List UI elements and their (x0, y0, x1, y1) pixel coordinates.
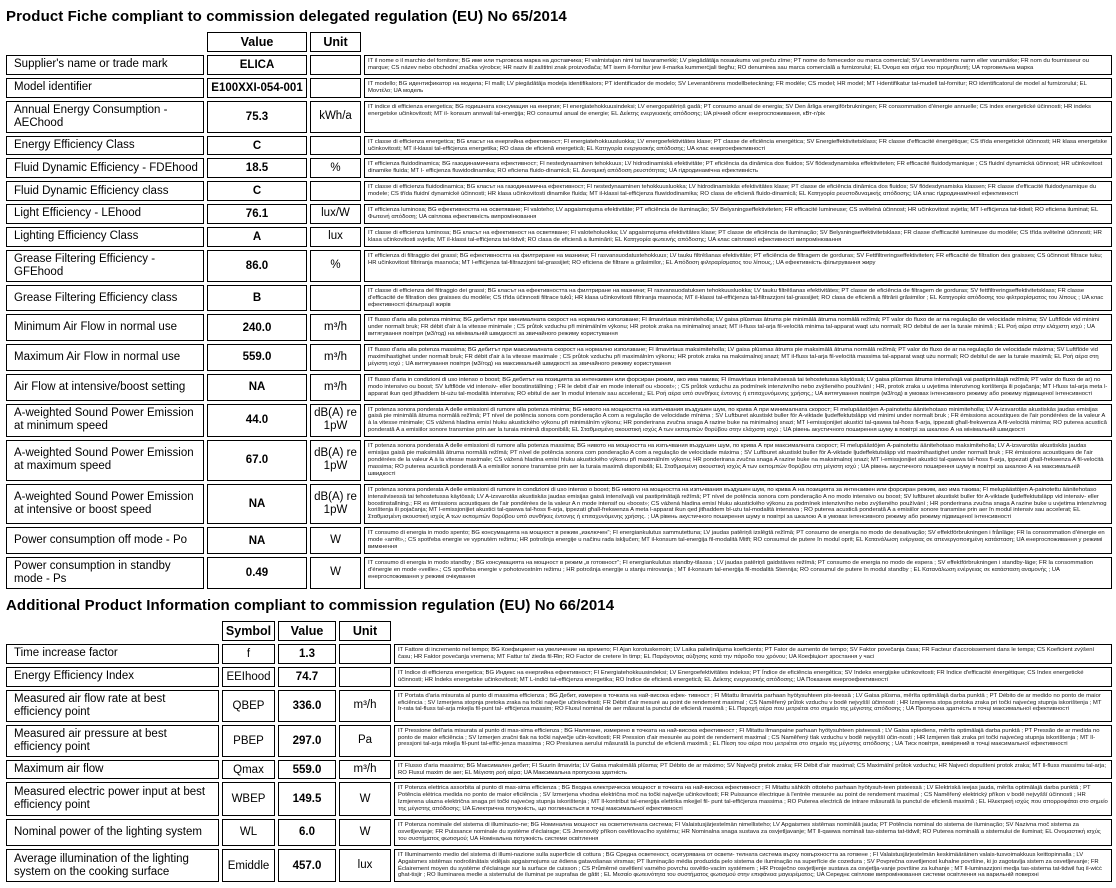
row-label: Time increase factor (6, 644, 219, 664)
row-unit: % (310, 250, 361, 282)
row-description: IT efficienza di filtraggio dei grassi; BG ефективността на филтриране на мазнини; FI rasvansuodatustehokkuus; LV tauku filtrēšanas efektivitāte; PT eficiência de filtragem de gorduras; SV Fettfiltreringseffektiviteten; FR efficacité de filtration des graisses; CS účinnost filtrace tuku; HR učinkovitost filtriranja masnoća; MT l-effiċjenza tal-filtrazzjoni tal-grassijiet; RO eficiena de filtrare a grăsimilor,; EL Απόδοση φιλτραρίσματος του λίπους,; UA ефективність фільтрування жиру (364, 250, 1112, 282)
row-value: 67.0 (207, 440, 307, 481)
row-value: E100XXI-054-001 (207, 78, 307, 98)
row-description: IT flusso d'aria alla potenza minima; BG дебитът при минималната скорост на нормално използване; FI ilmavirtaus minimiteholla; LV gaisa plūsmas ātrums pie minimālā ātruma normālā režīmā; PT valor do fluxo de ar na regulação de velocidade mínima; SV Luftflöde vid minimi under normalt bruk; FR débit d'air à la vitesse minimale ; CS průtok vzduchu při minimálním výkonu; HR protok zraka na minimalnoj snazi; MT il-fluss tal-arja fil-veloċità minima tal-apparat waqt użu normali; RO debitul de aer la turaie minimă ; EL Ροή αέρα στην ελάχιστη ισχύ ; UA витягування повітря (м3/год) на мінімальній швидкості за звичайного режиму користування (364, 314, 1112, 341)
row-label: Model identifier (6, 78, 204, 98)
row-unit: m³/h (339, 690, 391, 722)
row-unit (310, 78, 361, 98)
row-unit: m³/h (339, 760, 391, 780)
row-description: IT classe di efficienza del filtraggio dei grassi; BG класът на ефективността на филтриране на мазнини; FI rasvansuodatuksen tehokkuusluokka; LV tauku filtrēšanas efektivitātes; PT classe de eficiência de filtragem de gorduras; SV fettfiltreringseffektivitetsklass; FR classe d'efficacité de filtration des graisses du modèle; CS třída účinnosti filtrace tuků; HR klasa učinkovitosti filtriranja masnoća; MT il-klassi tal-effiċjenza tal-filtrazzjoni tal-grassijiet; RO clasa de eficienă a filtrării grăsimilor ; EL Κατηγορία απόδοσης του φιλτραρίσματος του λίπους ; UA клас ефективності фільтрації жирів (364, 285, 1112, 312)
row-value: NA (207, 527, 307, 554)
row-description: IT Fattore di incremento nel tempo; BG Коефициент на увеличение на времето; FI Ajan korotuskerroin; LV Laika palielinājuma koeficients; PT Fator de aumento de tempo; SV Faktor povečanja časa; FR Facteur d'accroissement dans le temps; CS Koeficient zvýšení času; HR Faktor povećanja vremena; MT Fattur ta' żieda fil-Ħin; RO Factor de cretere în timp; EL Παράγοντας αύξησης κατά την πάροδο του χρόνου; UA Коефіцієнт зростання у часі (394, 644, 1112, 664)
additional-info-table (6, 621, 1112, 882)
row-description: IT indice di efficienza energetica; BG годишната консумация на енергия; FI energiatehokkuusindeksi; LV energopatēriņš gadā; PT consumo anual de energia; SV Den årliga energiförbrukningen; FR consommation d'énergie annuelle; CS index energetické účinnosti; HR indeks energetske učinkovitosti; MT il- konsum annwali tal-enerġija; RO consumul anual de energie; EL Δείκτης ενεργειακής απόδοσης; UA річний обсяг енергоспоживання, кВт-г/рік (364, 101, 1112, 133)
row-value: 6.0 (278, 819, 336, 846)
row-label: Power consumption in standby mode - Ps (6, 557, 204, 589)
row-unit (310, 181, 361, 201)
row-description: IT potenza sonora ponderata A delle emissioni di rumore in condizioni di uso intenso o boost; BG нивото на мощността на изпъчвания въздушен шум, по крива А на позицията за интензивен или форсиран режим, ако има такива; FI melupäästöjen A-painotettu äänitehotaso intensiivisessä tai tehostetussa käytössä; LV A-izsvarotās akustiskās jaudas emisijas gaisā intensīvajā vai pastiprinātajā režīmā; PT nível de potência sonora com ponderação A no modo intensivo ou boost; SV luftburet akustiskt buller för A-viktade ljudeffektutsläpp vid intensiv- eller boostinstallning.; FR es émissions acoustiques de l'air pondérées de la valeur A n mode intensif ou «boost»; CS vážená hladina emisí hluku akustického výkonu za podmínek intenzivního nebo zvýšeného používání ; HR ponderirana zvučna snaga A razine buke u uvjetima intenzivnog korištenja ili pojačanja; MT l-emissjonijiet akustiċi tal-qawwa tal-ħoss fl-arja, ippezati għall-frekwenza A meta l-apparat ikun qed jitħaddem bl-użu tal-modalità intensiva ; RO puterea acustică ponderată A a emisiilor sonore transmise prin aer în modul intensiv sau accelerat; EL Σταθμισμένη ακουστική ισχύς Α των εκπομπών θορύβου υπό συνθήκες έντονης ή επιταχυνόμενης χρήσης. ; UA рівень акустичного поширення шуму в повітрі за шкалою А в умовах інтенсивного режиму або режиму підвищеної інтенсивності (364, 484, 1112, 525)
row-unit: lux (339, 849, 391, 883)
row-label: Lighting Efficiency Class (6, 227, 204, 247)
row-description: IT il nome o il marchio del fornitore; BG име или търговска марка на доставчика; FI valmistajan nimi tai tavaramerkki; LV piegādātāja nosaukums vai preču zīme; PT nome do fornecedor ou marca comercial; SV Leverantörens namn eller varumärke; FR nom du fournisseur ou marque; CS název nebo obchodní značka výrobce; HR naziv ili zaštitni znak proizvođača; MT isem il-fornitur jew il-marka kummerċjali tiegħu; RO denumirea sau marca comercială a furnizorului; EL Όνομα και σήμα του προμηθευτή; UA торговельна марка (364, 55, 1112, 75)
row-unit: lux/W (310, 204, 361, 224)
row-label: Energy Efficiency Class (6, 136, 204, 156)
row-value: 0.49 (207, 557, 307, 589)
row-symbol: WL (222, 819, 275, 846)
row-description: IT Potenza nominale del sistema di illuminazio-ne; BG Номинална мощност на осветителната система; FI Valaistusjärjestelmän nimellisteho; LV Apgaismes sistēmas nominālā jauda; PT Potência nominal do sistema de iluminação; SV Nazivna moč sistema za osvetljevanje; FR Puissance nominale du système d'éclairage; CS Jmenovitý příkon osvětlovacího systému; HR Nominalna snaga sustava za osvjetljavanje; MT Il-qawwa nominali tas-sistema tat-tidwil; RO Puterea nominală a sistemului de iluminat; EL Ονομαστική ισχύς του συστήματος φωτισμού; UA Номінальна потужність системи освітлення (394, 819, 1112, 846)
row-description: IT classe di efficienza energetica; BG класът на енергийна ефективност; FI energiatehokkuusluokka; LV energoefektivitātes klase; PT classe de eficiência energética; SV Energieffektivitetsklass; FR classe d'efficacité énergétique; CS třída energetické účinnosti; HR klasa energetske učinkovitosti; MT il-klassi tal-effiċjenza energetika; RO clasa de eficienă energetică; EL Κατηγορία ενεργειακής απόδοσης; UA клас енергоефективності (364, 136, 1112, 156)
fiche-title-65-2014: Product Fiche compliant to commission delegated regulation (EU) No 65/2014 (6, 8, 567, 25)
row-label: Light Efficiency - LEhood (6, 204, 204, 224)
row-label: Measured air pressure at best efficiency point (6, 725, 219, 757)
row-value: 76.1 (207, 204, 307, 224)
row-unit (339, 667, 391, 687)
row-description: IT efficienza fluidodinamica; BG газодинамичната ефективност; FI nestedynaaminen tehokkuus; LV hidrodinamiskā efektivitāte; PT eficiência da dinâmica dos fluidos; SV flödesdynamiska effektiviteten; FR efficacité fluidodymanique ; CS fluidní dynamická účinnost; HR učinkovitost dinamike fluida; MT I- efficjenza fluwidodinamika; RO eficiena fluido-dinamică; EL Δυναμική απόδοση ρευστότητας; UA гідродинамічна ефективність (364, 158, 1112, 178)
row-unit: Pa (339, 725, 391, 757)
row-unit: m³/h (310, 314, 361, 341)
row-label: Maximum Air Flow in normal use (6, 344, 204, 371)
row-unit: W (310, 527, 361, 554)
row-label: Average illumination of the lighting system on the cooking surface (6, 849, 219, 883)
value-column-header: Value (278, 621, 336, 641)
row-label: A-weighted Sound Power Emission at intensive or boost speed (6, 484, 204, 525)
row-value: 559.0 (207, 344, 307, 371)
product-fiche-table (6, 32, 1112, 589)
row-value: 149.5 (278, 782, 336, 816)
row-value: 559.0 (278, 760, 336, 780)
row-label: A-weighted Sound Power Emission at maximum speed (6, 440, 204, 481)
row-label: Nominal power of the lighting system (6, 819, 219, 846)
row-unit (310, 136, 361, 156)
row-unit (310, 285, 361, 312)
row-unit (310, 55, 361, 75)
row-unit: % (310, 158, 361, 178)
row-unit: m³/h (310, 344, 361, 371)
header-spacer-left (6, 32, 204, 52)
row-label: Supplier's name or trade mark (6, 55, 204, 75)
row-label: Grease Filtering Efficiency class (6, 285, 204, 312)
row-value: 336.0 (278, 690, 336, 722)
unit-column-header: Unit (339, 621, 391, 641)
row-symbol: PBEP (222, 725, 275, 757)
row-description: IT flusso d'aria alla potenza massima; BG дебитът при максималната скорост на нормално използване; FI ilmavirtaus maksimiteholla; LV gaisa plūsmas ātrums pie maksimālā ātruma normālā režīmā; PT valor do fluxo de ar na regulação de velocidade máxima; SV Luftflöde vid maximihastighet under normalt bruk; FR débit d'air à la vitesse maximale ; CS průtok vzduchu při maximálním výkonu; HR protok zraka na maksimalnoj snazi; MT il-fluss tal-arja fil-veloċità massima tal-apparat waqt użu normali; RO debitul de aer la turaie maximă; EL Ροή αέρα στη μέγιστη ισχύ ; UA витягування повітря (м3/год) на максимальній швидкості за звичайного режиму користування (364, 344, 1112, 371)
row-value: 240.0 (207, 314, 307, 341)
row-unit: W (310, 557, 361, 589)
row-description: IT potenza sonora ponderata A delle emissioni di rumore alla potenza minima; BG нивото на мощността на изпъчвания въздушен шум, по крива А при минималната скорост; FI melupäästöjen A-painotettu äänitehotaso minimiteholla; LV A-izsvarotās akustiskās jaudas emisijas gaisā pie minimālā ātruma normālā režīmā; PT nível de potência sonora com ponderação A com a regulação de velocidade mínima ; SV Luftburet akustiskt buller för A-viktade ljudeffektutsläpp vid minimi under normalt bruk ; FR émissions acoustiques de l'air pondérées de la valeur A à la vitesse minimale; CS vážená hladina emisí hluku akustického výkonu při minimálním výkonu; HR ponderirana zvučna snaga A razine buke na minimalnoj snazi; MT l-emissjonijiet akustiċi tal-qawwa tal-ħoss fl-arja, ippezati għall-frekwenza A fil-veloċità minima; RO puterea acustică ponderată A a emisiilor sonore transmise prin aer la turaia minimă disponibilă; EL Σταθμισμένη ακουστική ισχύς Α των εκπομπών θορύβου στην ελάχιστη ισχύ ; UA рівень акустичного поширення шуму в повітрі за шкалою А на мінімальній швидкості (364, 404, 1112, 438)
row-label: Maximum air flow (6, 760, 219, 780)
row-unit: dB(A) re 1pW (310, 484, 361, 525)
row-description: IT Indice di efficienza energetica; BG Индекс на енергийна ефективност; FI Energiatehokkuusindeksi; LV Energoefektivitātes indekss; PT Índice de eficiência energética; SV Indeks energijske učinkovitosti; FR Indice d'efficacité énergétique; CS Index energetické účinnosti; HR Indeks energetske učinkovitosti; MT L-indiċi tal-effiċjenza energetika; RO Indice de eficienă energetică; EL Δείκτης ενεργειακής απόδοσης; UA Показник енергоефективності (394, 667, 1112, 687)
row-description: IT Illuminamento medio del sistema di illumi-nazione sulla superficie di cottura ; BG Средна осветеност, осигурявана от освети- телната система върху повърхността за готвене ; FI Valaistusjärjestelmän keskimääräinen valais-tusvoimakkuus keittopinnalla ; LV Apgaismes sistēmas nodrošinātais vidējais apgaismojums uz ēdiena gatavošanas virsmas; PT Iluminação média produzida pelo sistema de iluminação na superfície de cozedura ; SV Povprečna osvetljenost kuhalne površine, ki jo zagotavlja sistem za osvetljevanje; FR Éclairement moyen du système d'éclairage sur la surface de cuisson ; CS Průměrné osvětlení varného povrchu osvětlo-vacím systémem ; HR Prosječno osvjetljenje sustava za osvjetlja-vanje površine za kuhanje ; MT Il-luminazzjoni medja tas-sistema tat-tidwil fuq il-wiċċ għat-tisjir ; RO Iluminarea medie a sistemului de iluminat pe suprafaa de gătit ; EL Μεσαίο φωτεινότητα του συστήματος φωτισμού στην επιφάνεια μαγειρέματος; UA Середнє світлове випромінювання системи освітлення на варильній поверхні (394, 849, 1112, 883)
row-value: 74.7 (278, 667, 336, 687)
row-label: Air Flow at intensive/boost setting (6, 374, 204, 401)
row-description: IT Pressione dell'aria misurata al punto di mas-sima efficienza ; BG Налягане, измерено в точката на най-висока ефективност ; FI Mitattu ilmanpaine parhaan hyötysuhteen pisteessä ; LV Gaisa spiediens, mērīts optimālajā darba punktā ; PT Pressão de ar medida no ponto de maior eficiência ; SV Izmerjen zračni tlak na točki največje učin-kovitosti; FR Pression d'air mesurée au point de rendement maximal ; CS Naměřený tlak vzduchu v bodě nejvyšší účin-nosti ; HR Izmjeren tlak zraka pri točki najvećeg stupnja iskorištenja ; MT Il-pressjoni tal-arja mkejla fil-punt tal-effiċ-jenza massima ; RO Presiunea aerului măsurată la punctul de eficienă maximă ; EL Πίεση του αέρα που μετριέται στο σημείο της μέγιστης απόδοσης ; UA Тиск повітря, виміряний в точці максимальної ефективності (394, 725, 1112, 757)
row-unit: kWh/a (310, 101, 361, 133)
row-description: IT consumo di energia in modo standby ; BG консумацията на мощност в режим „в готовност“; FI energiankulutus standby-tilassa ; LV jaudas patēriņš gaidstāves režīmā; PT consumo de energia no modo de espera ; SV effektförbrukningen i standby-läge; FR la consommation d'énergie en mode «veille».; CS spotřeba energie v pohotovostním režimu ; HR potrošnja energije u stanju mirovanja ; MT il-konsum tal-enerġija fil-modalità Stennija; RO consumul de putere în modul standby ; EL Κατανάλωση ενέργειας σε κατάσταση αναμονής ; UA енергоспоживання у режимі очікування (364, 557, 1112, 589)
row-label: Fluid Dynamic Efficiency - FDEhood (6, 158, 204, 178)
row-description: IT Flusso d'aria massimo; BG Максимален дебит; FI Suurin ilmavirta; LV Gaisa maksimālā plūsma; PT Débito de ar máximo; SV Največji pretok zraka; FR Débit d'air maximal; CS Maximální průtok vzduchu; HR Najveći dopušteni protok zraka; MT Il-fluss massimu tal-arja; RO Fluxul maxim de aer; EL Μέγιστη ροή αέρα; UA Максимальна пропускна здатність (394, 760, 1112, 780)
additional-info-title-66-2014: Additional Product Information compliant to commission regulation (EU) No 66/2014 (6, 596, 615, 614)
unit-column-header: Unit (310, 32, 361, 52)
row-value: C (207, 136, 307, 156)
row-label: A-weighted Sound Power Emission at minimum speed (6, 404, 204, 438)
row-label: Fluid Dynamic Efficiency class (6, 181, 204, 201)
row-description: IT consumo di energia in modo spento; BG консумацията на мощност в режим „изключен“; FI energiankulutus sammutettuna; LV jaudas patēriņš izslēgtā režīmā; PT consumo de energia no modo de desativação; SV effektförbrukningen i frånläge; FR la consommation d'énergie en mode «arrêt»,; CS spotřeba energie ve vypnutém režimu; HR potrošnja energije u načinu rada isključen; MT il-konsum tal-enerġija fil-modalità Mitfi; RO consumul de putere în modul oprit; EL Κατανάλωση ενέργειας σε απενεργοποιημένη κατάσταση; UA енергоспоживання у режимі вимкнення (364, 527, 1112, 554)
row-value: C (207, 181, 307, 201)
row-label: Energy Efficiency Index (6, 667, 219, 687)
row-value: A (207, 227, 307, 247)
symbol-column-header: Symbol (222, 621, 275, 641)
row-value: 44.0 (207, 404, 307, 438)
row-label: Power consumption off mode - Po (6, 527, 204, 554)
row-description: IT modello; BG идентификатор на модела; FI malli; LV piegādātāja modeļa identifikators; PT identificador de modelo; SV Leverantörens modellbeteckning; FR modèle; CS model; HR model; MT l-identifikatur tal-mudell tal-fornitur; RO identificatorul de model al furnizorului; EL Μοντέλο; UA модель (364, 78, 1112, 98)
row-description: IT flusso d'aria in condizioni di uso intenso o boost; BG дебитът на позицията за интензивен или форсиран режим, ако има такива; FI ilmavirtaus intensiivisessä tai tehostetussa käytössä; LV gaisa plūsmas ātrums intensīvajā vai pastiprinātajā režīmā; PT valor do fluxo de ar) no modo intensivo ou boost; SV luftflöde vid intensiv- eller boostinställning ; FR le debit d'air en mode intensif ou «boost»; ; CS průtok vzduchu za podmínek intenzivního nebo zvýšeného používání ; HR, protok zraka u uvjetima intenzivnog korištenja ili pojačanja; MT l-fluss tal-arja meta l- apparat ikun qed jitħaddem bl-użu tal-modalità intensiva; RO ebitul de aer în modul intensiv sau accelerat,; EL Ροή αέρα υπό συνθήκες έντονης ή επιταχυνόμενης χρήσης,; UA витягування повітря (м3/год) в умовах інтенсивного режиму або режиму підвищеної інтенсивності (364, 374, 1112, 401)
row-description: IT classe di efficienza fluidodinamica; BG класът на газодинамична ефективност; FI nestedynaaminen tehokkuusluokka; LV hidrodinamiskās efektivitātes klase; PT classe de eficiência dinâmica dos fluidos; SV flödesdynamiska klassen; FR classe d'efficacité fluidodynamique du modele; CS třída fluidní dynamické účinnosti; HR klasa učinkovitosti dinamike fluida; MT il-klassi tal-effiċjenza fluwidodinamika; RO clasa de eficienă fluido-dinamică; EL Κατηγορία ρευστοδυναμικής απόδοσης; UA клас гідродинамічної ефективності (364, 181, 1112, 201)
row-unit: lux (310, 227, 361, 247)
row-value: NA (207, 484, 307, 525)
row-unit (339, 644, 391, 664)
row-symbol: f (222, 644, 275, 664)
header-spacer-left (6, 621, 219, 641)
row-symbol: Qmax (222, 760, 275, 780)
row-symbol: WBEP (222, 782, 275, 816)
row-description: IT classe di efficienza luminosa; BG класът на ефективност на осветяване; FI valoteholuokka; LV apgaismojuma efektivitātes klase; PT classe de eficiência de iluminação; SV Belysningseffektivitetsklass; FR classe d'efficacité lumineuse du modèle; CS třída světelné účinnosti; HR klasa učinkovitosti svjetla; MT il-klassi tal-effiċjenza tat-tidwil; RO clasa de eficienă a iluminării; EL Κατηγορία φωτεινής απόδοσης; UA клас світлової ефективності випромінювання (364, 227, 1112, 247)
row-unit: m³/h (310, 374, 361, 401)
row-value: ELICA (207, 55, 307, 75)
row-value: B (207, 285, 307, 312)
header-spacer-right (394, 621, 1112, 641)
row-unit: dB(A) re 1pW (310, 440, 361, 481)
row-description: IT efficienza luminosa; BG ефективността на осветяване; FI valoteho; LV apgaismojuma efektivitāte; PT eficiência de iluminação; SV Belysningseffektiviteten; FR efficacité lumineuse; CS světelná účinnost; HR učinkovitost svjetla; MT l-effiċjenza tat-tidwil; RO eficiena iluminat; EL Φωτεινή απόδοση; UA світлова ефективність випромінювання (364, 204, 1112, 224)
row-value: 18.5 (207, 158, 307, 178)
row-unit: dB(A) re 1pW (310, 404, 361, 438)
row-value: 86.0 (207, 250, 307, 282)
row-label: Grease Filtering Efficiency - GFEhood (6, 250, 204, 282)
row-unit: W (339, 782, 391, 816)
row-value: 75.3 (207, 101, 307, 133)
row-symbol: QBEP (222, 690, 275, 722)
row-label: Minimum Air Flow in normal use (6, 314, 204, 341)
row-label: Measured air flow rate at best efficiency point (6, 690, 219, 722)
header-spacer-right (364, 32, 1112, 52)
row-label: Measured electric power input at best efficiency point (6, 782, 219, 816)
row-description: IT potenza sonora ponderata A delle emissioni di rumore alla potenza massima; BG нивото на мощността на изпъчвания въздушен шум, по крива А при максималната скорост; FI melupäästöjen A-painotettu äänitehotaso maksimiteholla; LV A-izsvarotās akustiskās jaudas emisijas gaisā pie maksimālā ātruma normālā režīmā; PT nível de potência sonora com ponderação A com a regulação de velocidade máxima ; SV Luftburet akustiskt buller för A-viktade ljudeffektutsläpp vid maximihastighet under normalt bruk ; FR émissions acoustiques de l'air pondérées de la valeur A à la vitesse maximale; CS vážená hladina emisí hluku akustického výkonu při maximálním výkonu; HR ponderirana zvučna snaga A razine buke na maksimalnoj snazi; MT l-emissjonijiet akustiċi tal-qawwa tal-ħoss fl-arja, ippezati għall-frekwenza A fil-veloċità massima; RO puterea acustică ponderată A a emisiilor sonore transmise prin aer la turaia maximă disponibilă; EL Σταθμισμένη ακουστική ισχύς Α των εκπομπών θορύβου στη μέγιστη ισχύ ; UA рівень акустичного поширення шуму в повітрі за шкалою А на максимальній швидкості (364, 440, 1112, 481)
row-symbol: EEIhood (222, 667, 275, 687)
row-value: 457.0 (278, 849, 336, 883)
row-symbol: Emiddle (222, 849, 275, 883)
row-unit: W (339, 819, 391, 846)
row-description: IT Potenza elettrica assorbita al punto di mas-sima efficienza ; BG Входна електрическа мощност в точката на най-висока ефективност ; FI Mitattu sähköh ottoteho parhaan hyötysuh-teen pisteessä ; LV Elektriskā ieejas jauda, mērīta optimālajā darba punktā ; PT Potência elétrica medida no ponto de maior eficiência ; SV Izmerjena vhodna električna moč na točki največje učinkovitosti; FR Puissance électrique à l'entrée mesurée au point de rendement maximal ; CS Naměřený elektrický příkon v bodě nejvyšší účinnosti ; HR Izmjerena ulazna električna snaga pri točki najvećeg stupnja iskorištenja ; MT Il-kontribut tal-enerġija elettrika mkejjel fil- punt tal-effiċjenza massima ; RO Puterea electrică de intrare măsurată la punctul de eficienă maximă ; EL Ηλεκτρική ισχύς που απορροφάται στο σημείο της μέγιστης απόδοσης; UA Електрична потужність, що поглинається в точці максимальної ефективності (394, 782, 1112, 816)
row-label: Annual Energy Consumption - AEChood (6, 101, 204, 133)
row-value: 1.3 (278, 644, 336, 664)
row-value: NA (207, 374, 307, 401)
value-column-header: Value (207, 32, 307, 52)
row-value: 297.0 (278, 725, 336, 757)
row-description: IT Portata d'aria misurata al punto di massima efficienza ; BG Дебит, измерен в точката на най-висока ефек- тивност ; FI Mitattu ilmavirta parhaan hyötysuhteen pis-teessä ; LV Gaisa plūsma, mērīta optimālajā darba punktā ; PT Débito de ar medido no ponto de maior eficiência ; SV Izmerjena stopnja pretoka zraka na točki največje učinkovitosti; FR Débit d'air mesuré au point de rendement maximal ; CS Naměřený průtok vzduchu v bodě nejvyšší účinnosti ; HR Izmjerena stopa protoka zraka pri točki najvećeg stupnja iskorištenja ; MT Ir-rata tal-fluss tal-arja mkejla fil-punt tal- effiċjenza massim; RO Fluxul nominal de aer măsurat la punctul de eficienă maximă ; EL Παροχή αέρα που μετριέται στο σημείο της μέγιστης απόδοσης ; UA Пропускна здатність в точці максимальної ефективності (394, 690, 1112, 722)
